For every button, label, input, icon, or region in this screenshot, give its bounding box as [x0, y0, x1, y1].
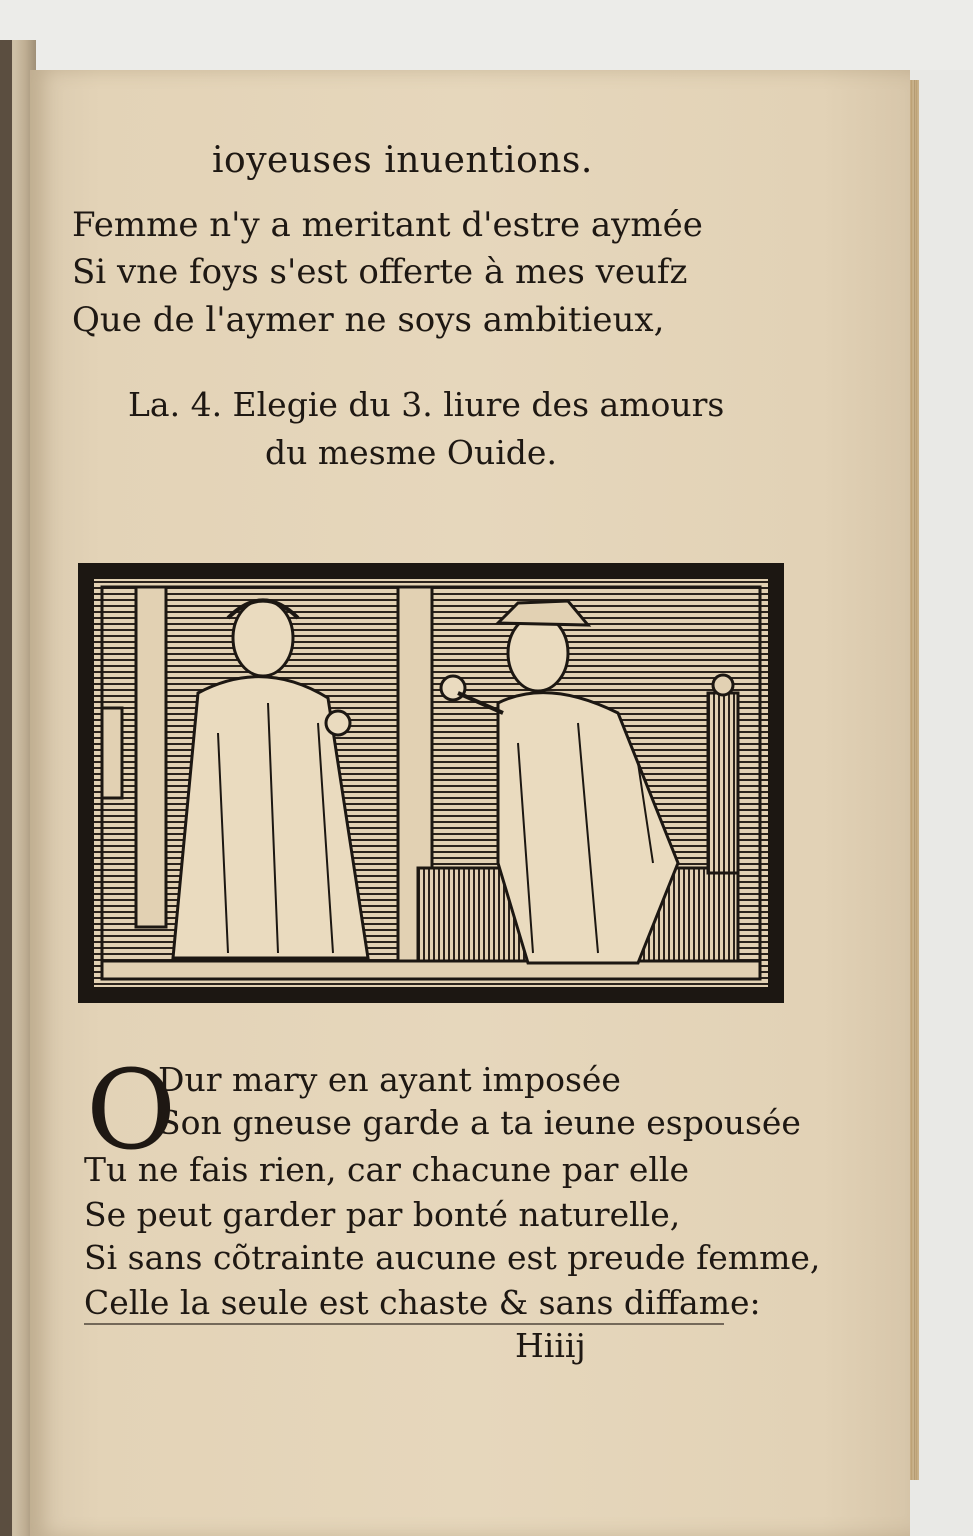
verse-line: Que de l'aymer ne soys ambitieux, — [72, 300, 665, 340]
verse-line: Dur mary en ayant imposée — [158, 1060, 621, 1099]
elegy-heading-line-1: La. 4. Elegie du 3. liure des amours — [128, 385, 725, 424]
binding-edge — [0, 40, 12, 1536]
verse-line: Si vne foys s'est offerte à mes veufz — [72, 252, 688, 292]
verse-line: Si sans cõtrainte aucune est preude femme, — [84, 1238, 821, 1277]
verse-line: Tu ne fais rien, car chacune par elle — [84, 1150, 690, 1189]
verse-line: Celle la seule est chaste & sans diffame: — [84, 1283, 761, 1322]
background-top — [0, 0, 973, 70]
verse-line: Son gneuse garde a ta ieune espousée — [158, 1103, 801, 1142]
elegy-heading-line-2: du mesme Ouide. — [265, 433, 557, 472]
underline-rule — [84, 1323, 724, 1325]
verse-line: Se peut garder par bonté naturelle, — [84, 1195, 681, 1234]
running-head: ioyeuses inuentions. — [212, 140, 593, 181]
verse-line: Femme n'y a meritant d'estre aymée — [72, 205, 703, 245]
signature-mark: Hiiij — [515, 1326, 586, 1365]
woodcut-image — [78, 563, 784, 1003]
drop-cap: O — [86, 1046, 177, 1174]
